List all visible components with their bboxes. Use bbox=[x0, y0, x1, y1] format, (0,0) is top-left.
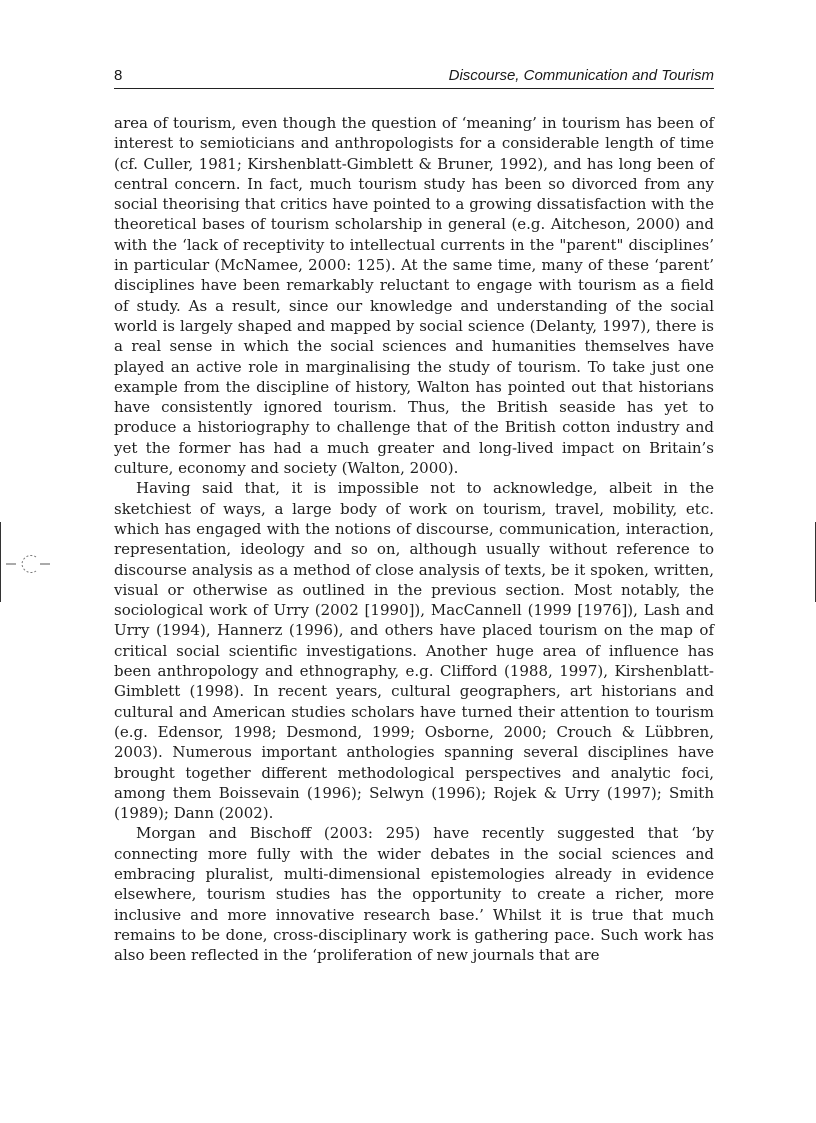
running-title: Discourse, Communication and Tourism bbox=[448, 67, 714, 84]
page-number: 8 bbox=[114, 67, 123, 84]
registration-mark-icon bbox=[6, 552, 50, 576]
running-header bbox=[114, 66, 714, 89]
paragraph-1: area of tourism, even though the question of ‘meaning’ in tourism has been of interest to semioticians and anthropologists for a considerable length of time (cf. Culler, 1981; Kirshenblatt-Gimblett & Bruner, 1992), and has long been of central concern. In fact, much tourism study has been so divorced from any social theorising that critics have pointed to a growing dissatisfaction with the theoretical bases of tourism scholarship in general (e.g. Aitcheson, 2000) and with the ‘lack of receptivity to intellectual currents in the "parent" disciplines’ in particular (McNamee, 2000: 125). At the same time, many of these ‘parent’ disciplines have been remarkably reluctant to engage with tourism as a field of study. As a result, since our knowledge and understanding of the social world is largely shaped and mapped by social science (Delanty, 1997), there is a real sense in which the social sciences and humanities themselves have played an active role in marginalising the study of tourism. To take just one example from the discipline of history, Walton has pointed out that historians have consistently ignored tourism. Thus, the British seaside has yet to produce a historiography to challenge that of the British cotton industry and yet the former has had a much greater and long-lived impact on Britain’s culture, economy and society (Walton, 2000). bbox=[114, 114, 714, 478]
body-text bbox=[114, 113, 714, 965]
left-edge-line bbox=[0, 522, 1, 602]
paragraph-3: Morgan and Bischoff (2003: 295) have recently suggested that ‘by connecting more fully with the wider debates in the social sciences and embracing pluralist, multi-dimensional epistemologies already in evidence elsewhere, tourism studies has the opportunity to create a richer, more inclusive and more innovative research base.’ Whilst it is true that much remains to be done, cross-disciplinary work is gathering pace. Such work has also been reflected in the ‘proliferation of new journals that are bbox=[114, 824, 714, 965]
paragraph-2: Having said that, it is impossible not to acknowledge, albeit in the sketchiest of ways, a large body of work on tourism, travel, mobility, etc. which has engaged with the notions of discourse, communication, interaction, representation, ideology and so on, although usually without reference to discourse analysis as a method of close analysis of texts, be it spoken, written, visual or otherwise as outlined in the previous section. Most notably, the sociological work of Urry (2002 [1990]), MacCannell (1999 [1976]), Lash and Urry (1994), Hannerz (1996), and others have placed tourism on the map of critical social scientific investigations. Another huge area of influence has been anthropology and ethnography, e.g. Clifford (1988, 1997), Kirshenblatt-Gimblett (1998). In recent years, cultural geographers, art historians and cultural and American studies scholars have turned their attention to tourism (e.g. Edensor, 1998; Desmond, 1999; Osborne, 2000; Crouch & Lübbren, 2003). Numerous important anthologies spanning several disciplines have brought together different methodological perspectives and analytic foci, among them Boissevain (1996); Selwyn (1996); Rojek & Urry (1997); Smith (1989); Dann (2002). bbox=[114, 479, 714, 823]
